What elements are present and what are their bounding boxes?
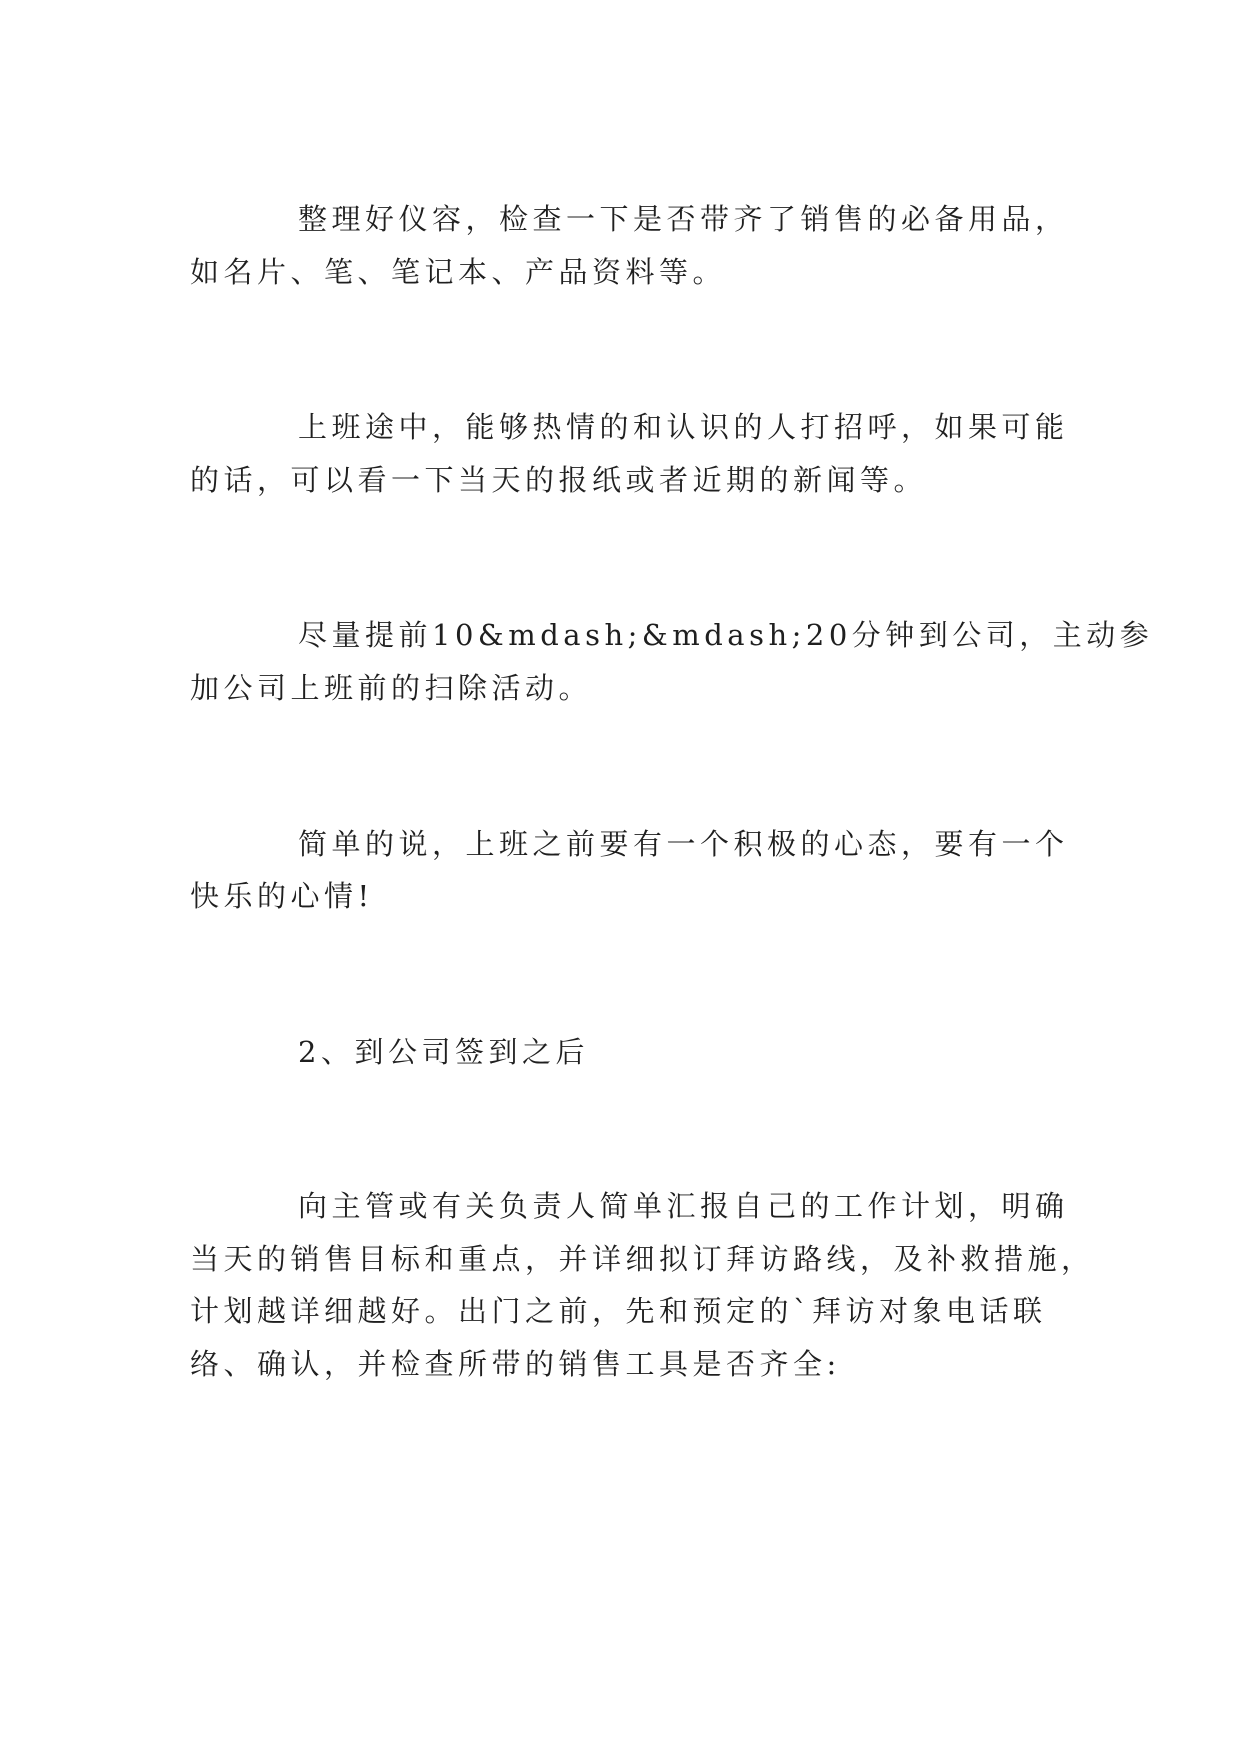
paragraph-line: 上班途中，能够热情的和认识的人打招呼，如果可能	[298, 410, 1069, 444]
paragraph-line: 加公司上班前的扫除活动。	[190, 671, 593, 705]
paragraph-line: 计划越详细越好。出门之前，先和预定的`拜访对象电话联	[190, 1294, 1047, 1328]
paragraph-line: 向主管或有关负责人简单汇报自己的工作计划，明确	[298, 1189, 1069, 1223]
paragraph-line: 整理好仪容，检查一下是否带齐了销售的必备用品，	[298, 202, 1069, 236]
paragraph-line: 快乐的心情!	[190, 879, 374, 913]
paragraph-line: 的话，可以看一下当天的报纸或者近期的新闻等。	[190, 463, 928, 497]
paragraph-line: 络、确认，并检查所带的销售工具是否齐全:	[190, 1347, 841, 1381]
section-heading-text: 2、到公司签到之后	[298, 1035, 589, 1069]
paragraph-line: 尽量提前10&mdash;&mdash;20分钟到公司，主动参	[298, 618, 1154, 652]
paragraph-line: 简单的说，上班之前要有一个积极的心态，要有一个	[298, 827, 1069, 861]
paragraph-line: 如名片、笔、笔记本、产品资料等。	[190, 255, 727, 289]
paragraph-line: 当天的销售目标和重点，并详细拟订拜访路线，及补救措施，	[190, 1242, 1095, 1276]
